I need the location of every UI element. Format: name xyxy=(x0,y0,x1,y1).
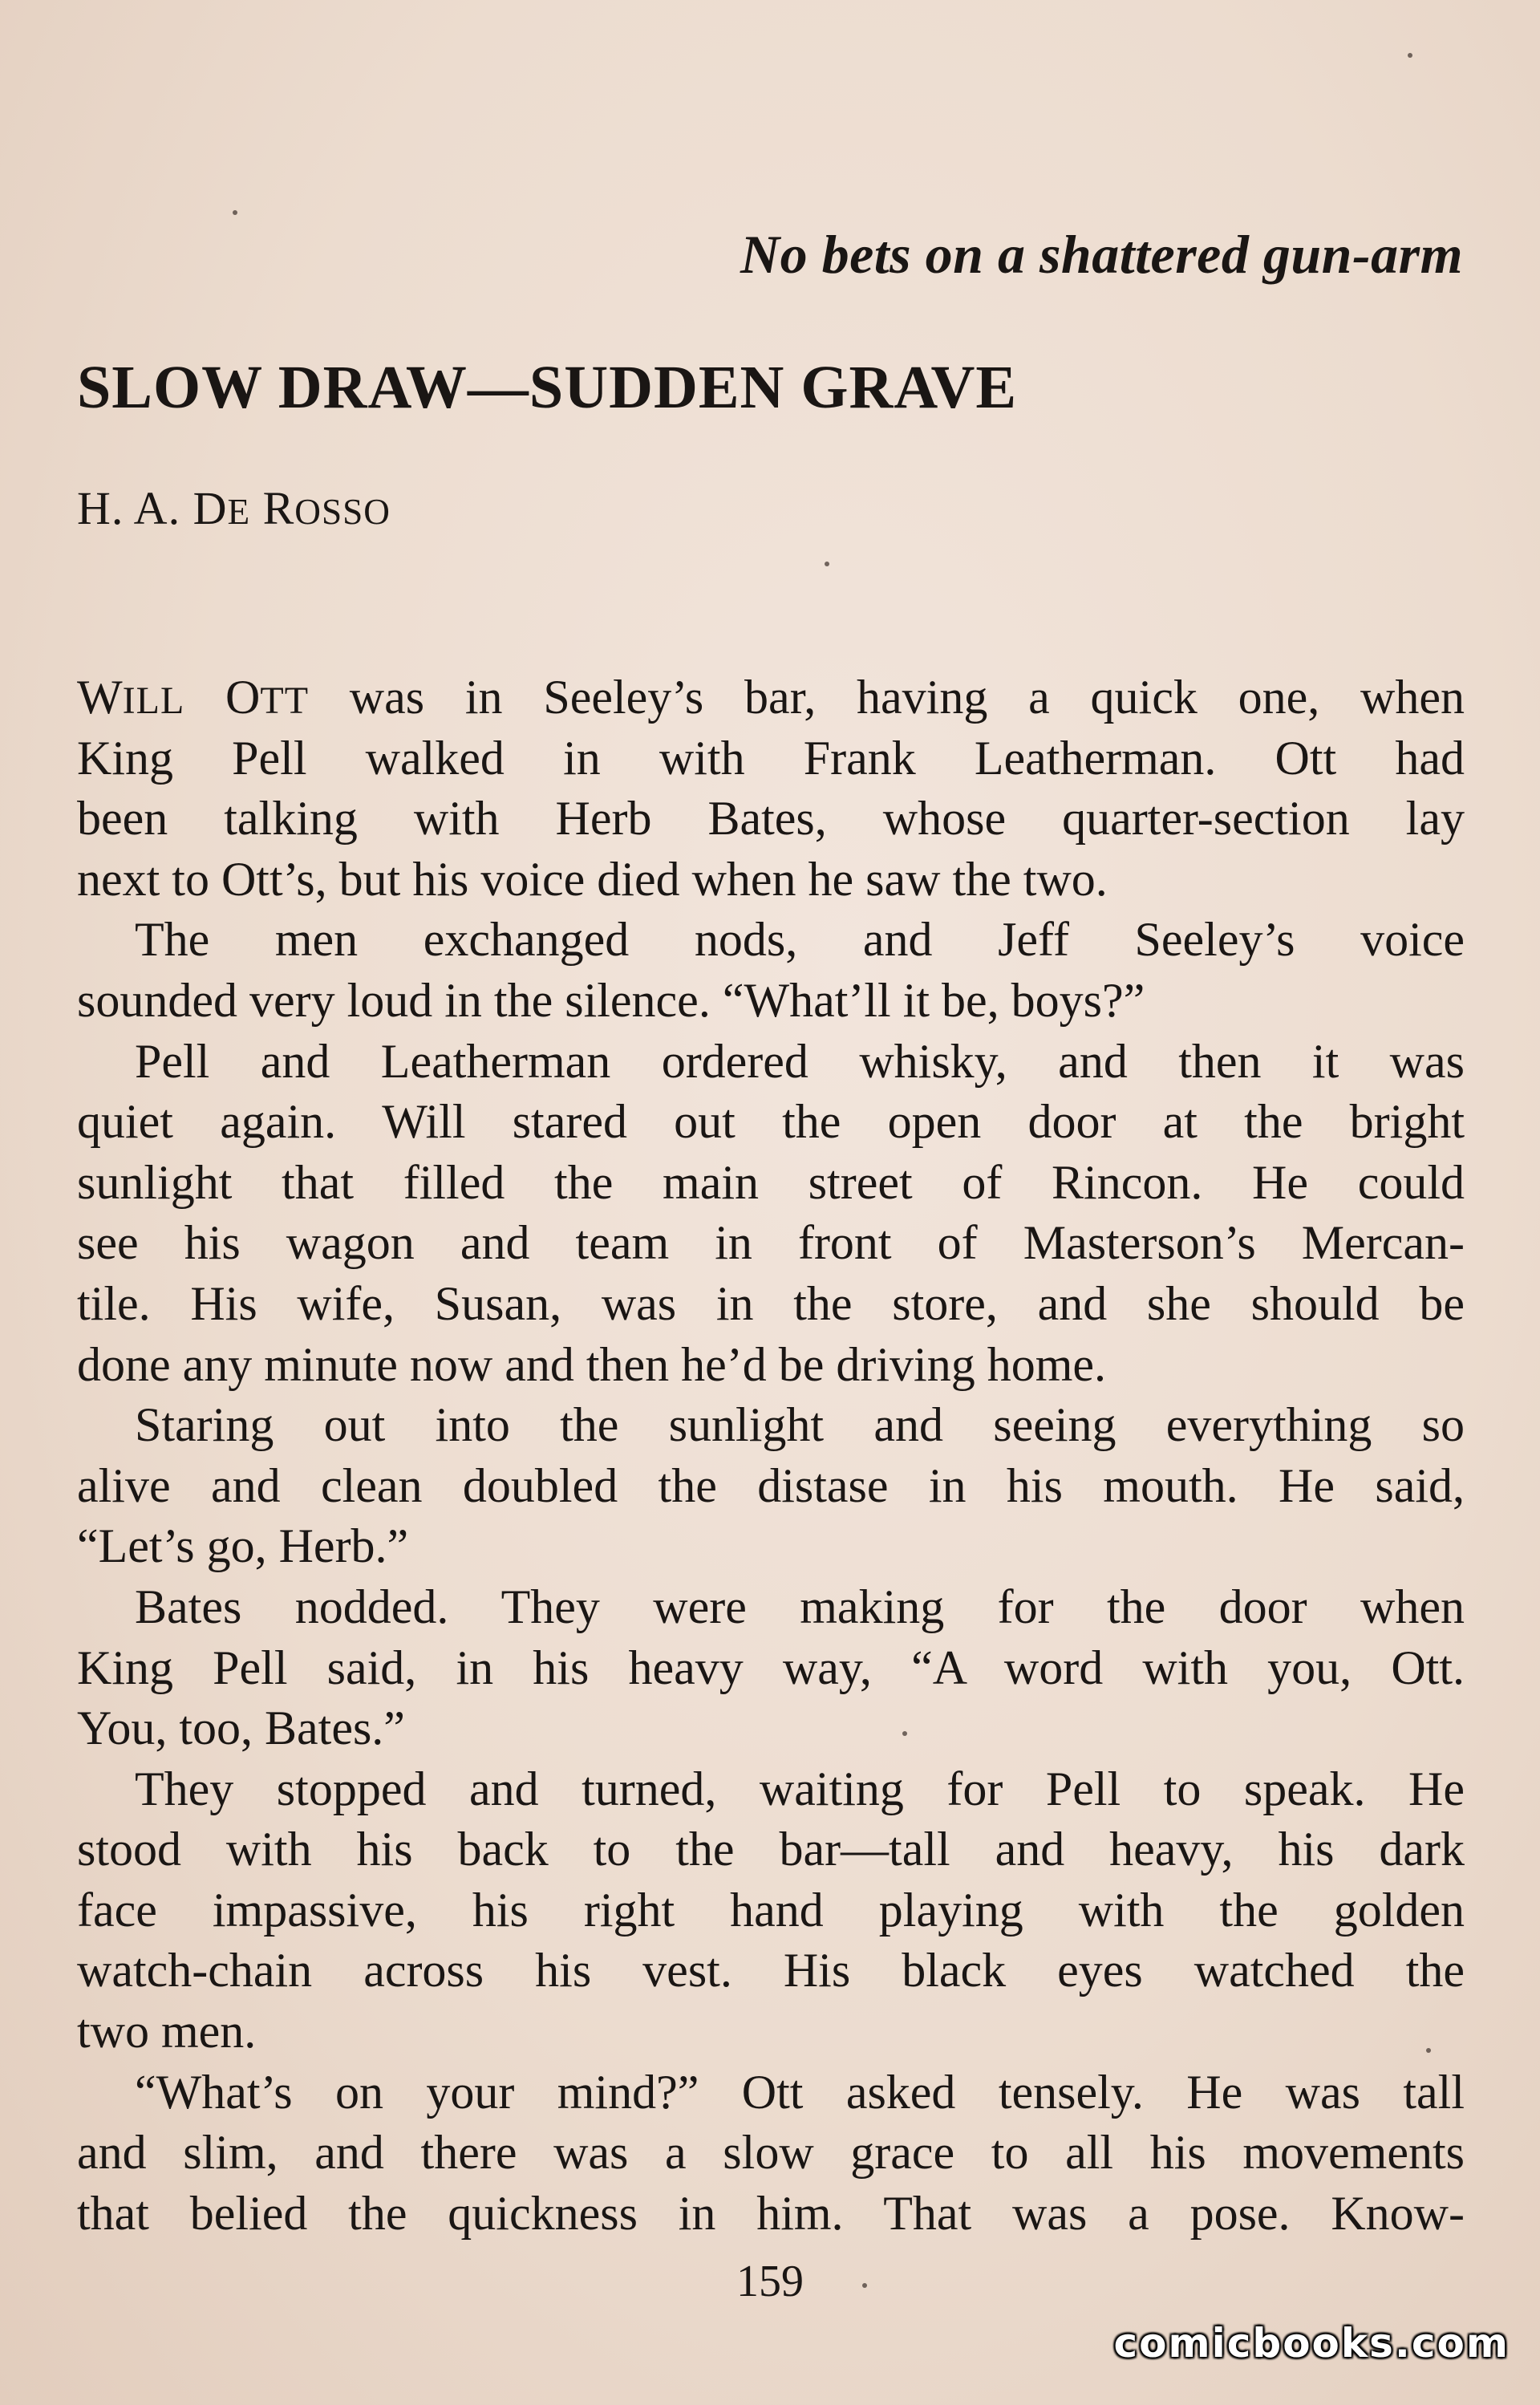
story-tagline: No bets on a shattered gun-arm xyxy=(740,224,1463,285)
body-line: watch-chain across his vest. His black eyes watched the xyxy=(77,1944,1465,1997)
story-author xyxy=(77,481,391,535)
body-line: Staring out into the sunlight and seeing everything so xyxy=(135,1398,1465,1452)
body-line: King Pell walked in with Frank Leatherman. Ott had xyxy=(77,731,1465,785)
body-line: quiet again. Will stared out the open door at the bright xyxy=(77,1095,1465,1149)
body-line: two men. xyxy=(77,2005,257,2058)
paper-speck xyxy=(825,562,829,566)
opening-initial: W xyxy=(77,671,123,724)
page-number: 159 xyxy=(736,2257,804,2306)
body-line: The men exchanged nods, and Jeff Seeley’s voice xyxy=(135,913,1465,967)
body-line: Pell and Leatherman ordered whisky, and then it was xyxy=(135,1034,1465,1088)
body-line: been talking with Herb Bates, whose quarter-section lay xyxy=(77,792,1465,846)
opening-mid: O xyxy=(184,671,261,724)
story-body xyxy=(77,667,1465,2244)
body-line: face impassive, his right hand playing with the golden xyxy=(77,1883,1465,1937)
body-line: see his wagon and team in front of Masterson’s Mercan- xyxy=(77,1216,1465,1270)
opening-smallcaps-2: TT xyxy=(260,679,310,722)
body-line: tile. His wife, Susan, was in the store, and she should be xyxy=(77,1276,1465,1330)
body-line: They stopped and turned, waiting for Pell to speak. He xyxy=(135,1762,1465,1815)
body-line: “Let’s go, Herb.” xyxy=(77,1519,409,1573)
body-line: done any minute now and then he’d be driving home. xyxy=(77,1337,1107,1391)
site-watermark: comicbooks.com xyxy=(1113,2320,1510,2366)
paper-speck xyxy=(1408,53,1412,58)
body-line: and slim, and there was a slow grace to all his movements xyxy=(77,2126,1465,2180)
body-line xyxy=(77,667,1465,728)
body-line: sounded very loud in the silence. “What’ll it be, boys?” xyxy=(77,973,1145,1027)
author-initials-small: E xyxy=(227,492,251,532)
body-line: stood with his back to the bar—tall and heavy, his dark xyxy=(77,1823,1465,1876)
author-surname-small: OSSO xyxy=(294,492,391,532)
body-line: You, too, Bates.” xyxy=(77,1701,405,1755)
author-surname-initial: R xyxy=(250,482,295,534)
body-line: “What’s on your mind?” Ott asked tensely. He was tall xyxy=(135,2065,1465,2119)
body-line: sunlight that filled the main street of Rincon. He could xyxy=(77,1155,1465,1209)
body-line: alive and clean doubled the distase in his mouth. He said, xyxy=(77,1458,1465,1512)
author-initials: H. A. D xyxy=(77,482,228,534)
paper-speck xyxy=(233,210,237,215)
body-line: next to Ott’s, but his voice died when he saw the two. xyxy=(77,852,1108,906)
opening-rest: was in Seeley’s bar, having a quick one, when xyxy=(309,671,1465,724)
opening-smallcaps-1: ILL xyxy=(122,679,185,722)
body-line: that belied the quickness in him. That was a pose. Know- xyxy=(77,2186,1465,2240)
story-title: SLOW DRAW—SUDDEN GRAVE xyxy=(77,354,1018,421)
body-line: King Pell said, in his heavy way, “A word with you, Ott. xyxy=(77,1641,1465,1694)
body-line: Bates nodded. They were making for the door when xyxy=(135,1580,1465,1633)
